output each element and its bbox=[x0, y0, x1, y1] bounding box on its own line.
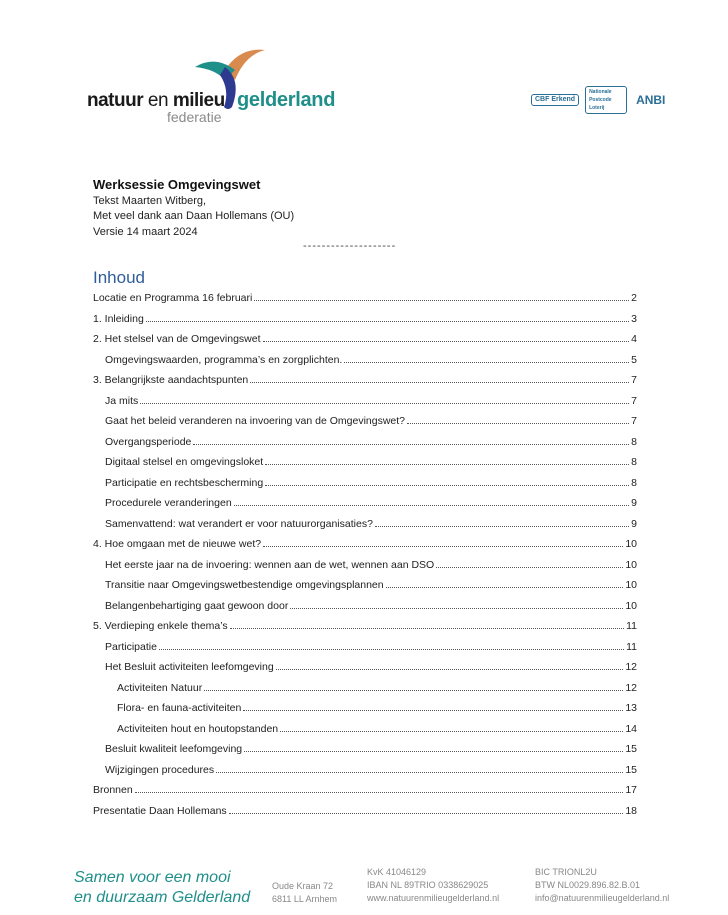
toc-leader-dots bbox=[386, 587, 624, 588]
toc-entry[interactable] bbox=[93, 312, 637, 333]
toc-entry-label: Gaat het beleid veranderen na invoering van de Omgevingswet? bbox=[105, 415, 406, 427]
postcode-loterij-badge: Nationale Postcode Loterij bbox=[585, 86, 627, 114]
toc-page-number: 12 bbox=[625, 661, 637, 673]
toc-entry-label: Samenvattend: wat verandert er voor natuurorganisaties? bbox=[105, 517, 373, 530]
toc-entry[interactable] bbox=[93, 455, 637, 476]
toc-entry[interactable] bbox=[93, 742, 637, 763]
email-link[interactable]: info@natuurenmilieugelderland.nl bbox=[535, 893, 670, 903]
address-street: Oude Kraan 72 bbox=[272, 881, 334, 891]
toc-heading: Inhoud bbox=[93, 268, 145, 287]
toc-entry-label: Bronnen bbox=[93, 784, 133, 796]
footer bbox=[0, 860, 728, 915]
slogan-line: en duurzaam Gelderland bbox=[74, 889, 251, 906]
footer-banking bbox=[535, 866, 669, 905]
toc-entry[interactable] bbox=[93, 804, 637, 825]
toc-leader-dots bbox=[407, 423, 629, 424]
toc-page-number: 18 bbox=[625, 804, 637, 817]
document-title: Werksessie Omgevingswet bbox=[93, 177, 261, 192]
toc-entry[interactable] bbox=[93, 619, 637, 640]
toc-entry-label: Omgevingswaarden, programma’s en zorgplichten. bbox=[105, 353, 343, 366]
toc-page-number: 11 bbox=[626, 640, 637, 653]
toc-leader-dots bbox=[254, 300, 629, 301]
toc-page-number: 10 bbox=[625, 579, 637, 591]
footer-slogan bbox=[74, 868, 250, 908]
toc-entry-label: Besluit kwaliteit leefomgeving bbox=[105, 743, 243, 755]
logo-region: gelderland bbox=[237, 89, 336, 111]
toc-leader-dots bbox=[216, 772, 623, 773]
toc-entry[interactable] bbox=[93, 681, 637, 702]
toc-entry-label: 5. Verdieping enkele thema’s bbox=[93, 620, 228, 632]
footer-registration bbox=[367, 866, 499, 905]
toc-page-number: 4 bbox=[631, 333, 637, 345]
iban: IBAN NL 89TRIO 0338629025 bbox=[367, 880, 489, 890]
certification-badges bbox=[531, 86, 668, 114]
table-of-contents bbox=[93, 291, 637, 824]
toc-entry[interactable] bbox=[93, 763, 637, 784]
logo-sub: federatie bbox=[167, 109, 222, 125]
toc-leader-dots bbox=[280, 731, 623, 732]
kvk-number: KvK 41046129 bbox=[367, 867, 427, 877]
document-header bbox=[93, 177, 294, 240]
toc-entry[interactable] bbox=[93, 660, 637, 681]
author-line: Tekst Maarten Witberg, bbox=[93, 194, 207, 207]
toc-leader-dots bbox=[276, 669, 624, 670]
toc-page-number: 7 bbox=[631, 415, 637, 427]
logo-text: natuur en milieu bbox=[87, 90, 225, 111]
toc-entry-label: Locatie en Programma 16 februari bbox=[93, 292, 253, 304]
toc-entry-label: Procedurele veranderingen bbox=[105, 497, 232, 509]
toc-entry[interactable] bbox=[93, 476, 637, 497]
toc-leader-dots bbox=[344, 362, 629, 363]
toc-entry-label: Activiteiten hout en houtopstanden bbox=[117, 722, 279, 735]
toc-entry[interactable] bbox=[93, 373, 637, 394]
toc-entry[interactable] bbox=[93, 435, 637, 456]
toc-entry[interactable] bbox=[93, 783, 637, 804]
toc-leader-dots bbox=[436, 567, 623, 568]
toc-entry[interactable] bbox=[93, 701, 637, 722]
toc-page-number: 12 bbox=[625, 681, 637, 694]
toc-entry[interactable] bbox=[93, 394, 637, 415]
toc-entry-label: Presentatie Daan Hollemans bbox=[93, 804, 227, 817]
toc-page-number: 10 bbox=[625, 538, 637, 550]
btw-number: BTW NL0029.896.82.B.01 bbox=[535, 880, 641, 890]
toc-entry-label: 4. Hoe omgaan met de nieuwe wet? bbox=[93, 538, 262, 550]
website-link[interactable]: www.natuurenmilieugelderland.nl bbox=[367, 893, 500, 903]
toc-entry[interactable] bbox=[93, 332, 637, 353]
toc-entry-label: Belangenbehartiging gaat gewoon door bbox=[105, 599, 289, 612]
toc-entry-label: Activiteiten Natuur bbox=[117, 681, 203, 694]
toc-page-number: 8 bbox=[631, 456, 637, 468]
toc-leader-dots bbox=[229, 813, 624, 814]
toc-page-number: 13 bbox=[625, 702, 637, 714]
toc-page-number: 15 bbox=[625, 763, 637, 776]
toc-page-number: 14 bbox=[625, 722, 637, 735]
toc-leader-dots bbox=[159, 649, 624, 650]
toc-entry-label: 1. Inleiding bbox=[93, 312, 144, 325]
toc-leader-dots bbox=[263, 341, 630, 342]
toc-leader-dots bbox=[146, 321, 629, 322]
toc-leader-dots bbox=[265, 464, 629, 465]
toc-leader-dots bbox=[263, 546, 623, 547]
toc-leader-dots bbox=[250, 382, 629, 383]
toc-page-number: 8 bbox=[631, 435, 637, 448]
toc-entry-label: Het Besluit activiteiten leefomgeving bbox=[105, 661, 274, 673]
toc-entry-label: Participatie bbox=[105, 640, 157, 653]
toc-entry-label: Het eerste jaar na de invoering: wennen aan de wet, wennen aan DSO bbox=[105, 558, 435, 571]
toc-leader-dots bbox=[244, 751, 623, 752]
toc-leader-dots bbox=[204, 690, 623, 691]
toc-entry[interactable] bbox=[93, 414, 637, 435]
toc-page-number: 7 bbox=[631, 374, 637, 386]
organization-logo bbox=[85, 45, 335, 135]
toc-leader-dots bbox=[193, 444, 629, 445]
toc-page-number: 9 bbox=[631, 497, 637, 509]
toc-entry[interactable] bbox=[93, 537, 637, 558]
toc-leader-dots bbox=[375, 526, 629, 527]
toc-entry-label: Overgangsperiode bbox=[105, 435, 192, 448]
toc-entry-label: Transitie naar Omgevingswetbestendige omgevingsplannen bbox=[105, 579, 384, 591]
toc-entry-label: Ja mits bbox=[105, 394, 139, 407]
toc-entry-label: Wijzigingen procedures bbox=[105, 763, 215, 776]
toc-page-number: 15 bbox=[625, 743, 637, 755]
address-city: 6811 LL Arnhem bbox=[272, 894, 338, 904]
toc-page-number: 7 bbox=[631, 394, 637, 407]
toc-leader-dots bbox=[135, 792, 624, 793]
toc-entry[interactable] bbox=[93, 496, 637, 517]
toc-page-number: 2 bbox=[631, 292, 637, 304]
toc-entry[interactable] bbox=[93, 722, 637, 743]
toc-entry-label: Flora- en fauna-activiteiten bbox=[117, 702, 242, 714]
toc-entry[interactable] bbox=[93, 291, 637, 312]
toc-leader-dots bbox=[243, 710, 623, 711]
anbi-badge: ANBI bbox=[636, 93, 666, 107]
toc-leader-dots bbox=[265, 485, 629, 486]
cbf-badge: CBF Erkend bbox=[531, 94, 579, 106]
toc-entry[interactable] bbox=[93, 353, 637, 374]
toc-page-number: 10 bbox=[625, 558, 637, 571]
toc-page-number: 8 bbox=[631, 476, 637, 489]
toc-entry-label: Digitaal stelsel en omgevingsloket bbox=[105, 456, 264, 468]
toc-leader-dots bbox=[234, 505, 629, 506]
toc-entry-label: 2. Het stelsel van de Omgevingswet bbox=[93, 333, 261, 345]
toc-entry[interactable] bbox=[93, 558, 637, 579]
toc-entry-label: 3. Belangrijkste aandachtspunten bbox=[93, 374, 249, 386]
separator: -------------------- bbox=[303, 240, 397, 252]
footer-address bbox=[272, 880, 337, 906]
toc-leader-dots bbox=[140, 403, 629, 404]
thanks-line: Met veel dank aan Daan Hollemans (OU) bbox=[93, 210, 295, 222]
toc-entry[interactable] bbox=[93, 517, 637, 538]
toc-page-number: 9 bbox=[631, 517, 637, 530]
bic: BIC TRIONL2U bbox=[535, 867, 597, 877]
toc-entry[interactable] bbox=[93, 599, 637, 620]
toc-page-number: 5 bbox=[631, 353, 637, 366]
toc-page-number: 11 bbox=[626, 620, 637, 632]
toc-leader-dots bbox=[290, 608, 623, 609]
toc-entry[interactable] bbox=[93, 578, 637, 599]
slogan-line: Samen voor een mooi bbox=[74, 869, 231, 886]
version-line: Versie 14 maart 2024 bbox=[93, 225, 198, 238]
toc-page-number: 10 bbox=[625, 599, 637, 612]
toc-page-number: 17 bbox=[625, 784, 637, 796]
toc-entry-label: Participatie en rechtsbescherming bbox=[105, 476, 264, 489]
toc-entry[interactable] bbox=[93, 640, 637, 661]
toc-page-number: 3 bbox=[631, 312, 637, 325]
toc-leader-dots bbox=[230, 628, 624, 629]
